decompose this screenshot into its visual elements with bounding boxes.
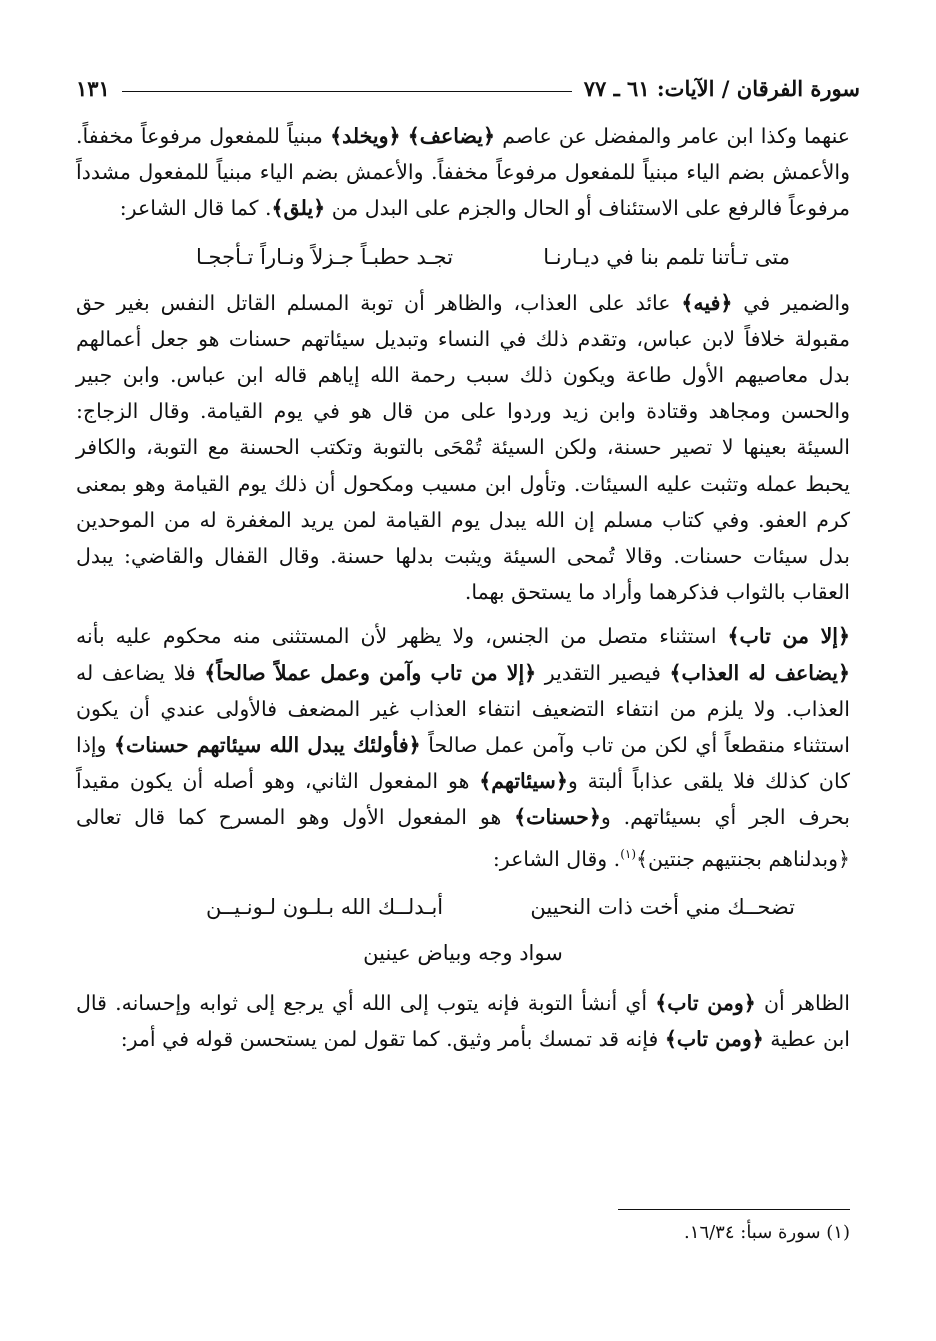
text-run: ﴿وبدلناهم بجنتيهم جنتين﴾ [636, 846, 850, 871]
footnote-rule [618, 1209, 850, 1210]
verse-1-first-hemistich: متى تـأتنا تلمم بنا في ديـارنـا [543, 244, 790, 269]
poem-verse-2-continuation: سواد وجه وبياض عينين [363, 940, 563, 965]
poem-verse-1 [76, 239, 850, 275]
text-run: فلا يضاعف له العذاب. ولا يلزم من انتفاء التضعيف انتفاء العذاب غير المضعف فالأولى عندي أن يكون استثناء منقطعاً أي لكن من تاب وآمن عمل صالحاً [76, 660, 850, 758]
running-title: سورة الفرقان / الآيات: ٦١ ـ ٧٧ [583, 75, 860, 101]
quranic-quote: ﴿إلا من تاب﴾ [727, 624, 850, 649]
quranic-quote: ﴿يضاعف له العذاب﴾ [669, 660, 851, 685]
page-number: ١٣١ [76, 75, 110, 101]
footnote: (١) سورة سبأ: ١٦/٣٤. [684, 1222, 850, 1243]
text-run: فإنه قد تمسك بأمر وثيق. كما تقول لمن يستحسن قوله في أمر: [120, 1026, 665, 1051]
text-run: هو المفعول الثاني، وهو أصله أن يكون مقيداً بحرف الجر أي بسيئاتهم. و [76, 769, 850, 830]
footnote-ref: (١) [620, 846, 637, 861]
text-run: فيصير التقدير [536, 660, 670, 685]
poem-verse-2 [76, 889, 850, 925]
text-run: . وقال الشاعر: [492, 846, 621, 871]
text-run: . كما قال الشاعر: [119, 196, 272, 221]
page-header [76, 70, 860, 106]
text-run: الظاهر أن [755, 990, 850, 1015]
quranic-quote: ﴿ويخلد﴾ [330, 124, 401, 148]
quranic-quote: ﴿ومن تاب﴾ [664, 1026, 764, 1051]
text-run: هو المفعول الأول وهو المسرح كما قال تعالى [76, 805, 515, 830]
paragraph-1 [76, 118, 850, 227]
verse-2-second-hemistich: أبـدلــك الله بـلـون لـونـيــن [206, 894, 444, 919]
header-rule [122, 91, 572, 92]
text-run: والضمير في [732, 290, 851, 315]
quranic-quote: ﴿ومن تاب﴾ [655, 990, 756, 1015]
text-run: عائد على العذاب، والظاهر أن توبة المسلم القاتل النفس بغير حق مقبولة خلافاً لابن عباس، وتقدم ذلك في النساء وتبديل سيئاتهم حسنات هو جعل أعمالهم بدل معاصيهم الأول طاعة ويكون ذلك سبب رحمة الله إياهم قاله ابن عباس. وابن جبير والحسن ومجاهد وقتادة وابن زيد وردوا على من قال هو في يوم القيامة. وقال الزجاج: السيئة بعينها لا تصير حسنة، ولكن السيئة تُمْحَى بالتوبة وتكتب الحسنة مع التوبة، والكافر يحبط عمله وتثبت عليه السيئات. وتأول ابن مسيب ومكحول أن ذلك يوم القيامة وهو بمعنى كرم العفو. وفي كتاب مسلم إن الله يبدل يوم القيامة لمن يريد المغفرة له من الموحدين بدل سيئات حسنات. وقالا تُمحى السيئة ويثبت بدلها حسنة. وقال القفال والقاضي: يبدل العقاب بالثواب فذكرهما وأراد ما يستحق بهما. [76, 290, 850, 605]
verse-2-first-hemistich: تضحــك مني أخت ذات النحيين [530, 894, 795, 919]
text-run [401, 124, 408, 148]
quranic-quote: ﴿إلا من تاب وآمن وعمل عملاً صالحاً﴾ [204, 660, 537, 685]
verse-1-second-hemistich: تجـد حطبـاً جـزلاً ونـاراً تـأججـا [196, 244, 454, 269]
quranic-quote: ﴿يلق﴾ [271, 196, 326, 221]
text-run: عنهما وكذا ابن عامر والمفضل عن عاصم [494, 124, 851, 148]
paragraph-3 [76, 618, 850, 876]
paragraph-4 [76, 985, 850, 1057]
quranic-quote: ﴿فأولئك يبدل الله سيئاتهم حسنات﴾ [113, 733, 421, 758]
text-run: أي أنشأ التوبة فإنه يتوب إلى الله أي يرجع إلى ثوابه وإحسانه. قال ابن عطية [76, 990, 850, 1051]
quranic-quote: ﴿يضاعف﴾ [407, 124, 495, 148]
quranic-quote: ﴿سيئاتهم﴾ [479, 769, 568, 794]
text-run: مبنياً للمفعول مرفوعاً مخففاً. والأعمش بضم الياء مبنياً للمفعول مرفوعاً مخففاً. والأعمش بضم الياء مبنياً للمفعول مشدداً مرفوعاً فالرفع على الاستئناف أو الحال والجزم على البدل من [76, 124, 850, 221]
quranic-quote: ﴿فيه﴾ [681, 290, 733, 315]
body-text [76, 118, 850, 1057]
text-run: وإذا كان كذلك فلا يلقى عذاباً ألبتة و [76, 733, 850, 794]
quranic-quote: ﴿حسنات﴾ [514, 805, 601, 830]
text-run: استثناء متصل من الجنس، ولا يظهر لأن المستثنى منه محكوم عليه بأنه [76, 624, 728, 649]
paragraph-2 [76, 285, 850, 611]
